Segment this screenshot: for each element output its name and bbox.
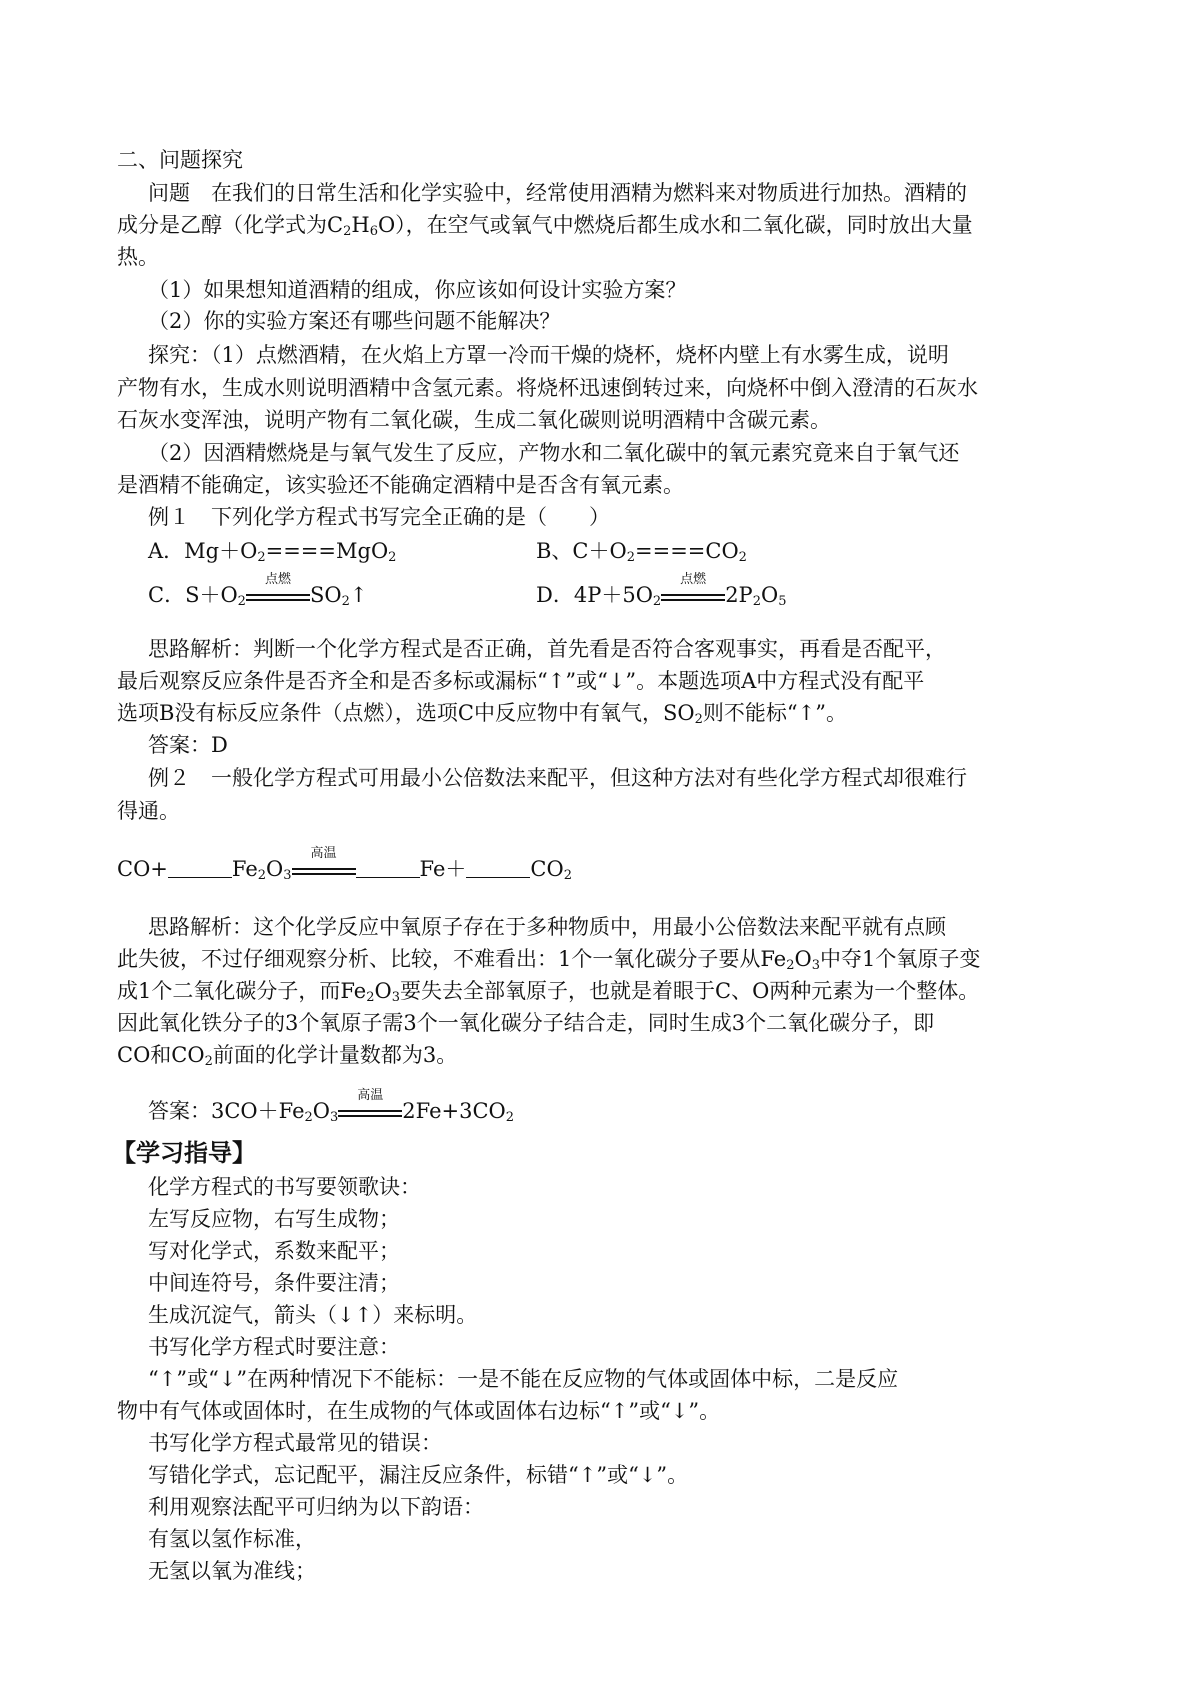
example1-analysis-3: 选项B没有标反应条件（点燃），选项C中反应物中有氧气，$SO_2$则不能标“↑”。 [117,701,847,727]
problem-line-2: 成分是乙醇（化学式为$C_2H_6O$），在空气或氧气中燃烧后都生成水和二氧化碳，同时放出大量 [117,213,973,239]
guide-line: 有氢以氢作标准， [148,1527,316,1551]
example1-analysis-1: 思路解析：判断一个化学方程式是否正确，首先看是否符合客观事实，再看是否配平， [148,637,946,661]
blank [356,859,420,878]
option-d: D．$4P+5O_2$ 点燃 $2P_2O_5$ [536,571,787,609]
question-1: （1）如果想知道酒精的组成，你应该如何设计实验方案？ [148,278,687,302]
guide-line: 生成沉淀气，箭头（↓↑）来标明。 [148,1303,478,1327]
option-a: A．$Mg+O_2====MgO_2$ [148,539,397,565]
example2-analysis-3: 成1个二氧化碳分子，而$Fe_2O_3$要失去全部氧原子，也就是着眼于C、O两种元素为一个整体。 [117,979,980,1005]
explore-line-1: 探究：（1）点燃酒精，在火焰上方罩一冷而干燥的烧杯，烧杯内壁上有水雾生成，说明 [148,343,949,367]
condition-equals-sign: 点燃 [661,587,725,607]
example1-answer: 答案：D [148,733,228,757]
condition-equals-sign: 高温 [292,861,356,881]
example2-stem-1: 例２ 一般化学方程式可用最小公倍数法来配平，但这种方法对有些化学方程式却很难行 [148,766,967,790]
example2-analysis-4: 因此氧化铁分子的3个氧原子需3个一氧化碳分子结合走，同时生成3个二氧化碳分子，即 [117,1011,935,1035]
example2-analysis-5: CO和$CO_2$前面的化学计量数都为3。 [117,1043,458,1069]
guide-line: 化学方程式的书写要领歌诀： [148,1175,421,1199]
guide-line: 书写化学方程式最常见的错误： [148,1431,442,1455]
example2-equation: $CO+ Fe_2O_3$ 高温 $Fe+ CO_2$ [117,845,572,883]
blank [466,859,530,878]
guide-line: 写错化学式，忘记配平，漏注反应条件，标错“↑”或“↓”。 [148,1463,689,1487]
section-title-guide: 【学习指导】 [112,1139,256,1167]
guide-line: 无氢以氧为准线； [148,1559,316,1583]
question-2: （2）你的实验方案还有哪些问题不能解决？ [148,309,561,333]
guide-line: 写对化学式，系数来配平； [148,1239,400,1263]
section-title-problem: 二、问题探究 [117,148,243,172]
guide-line: 利用观察法配平可归纳为以下韵语： [148,1495,484,1519]
example2-analysis-1: 思路解析：这个化学反应中氧原子存在于多种物质中，用最小公倍数法来配平就有点顾 [148,915,946,939]
explore-line-4: （2）因酒精燃烧是与氧气发生了反应，产物水和二氧化碳中的氧元素究竟来自于氧气还 [148,441,960,465]
problem-line-3: 热。 [117,245,159,269]
guide-line: 中间连符号，条件要注清； [148,1271,400,1295]
example1-analysis-2: 最后观察反应条件是否齐全和是否多标或漏标“↑”或“↓”。本题选项A中方程式没有配平 [117,669,925,693]
example2-stem-2: 得通。 [117,799,180,823]
explore-line-3: 石灰水变浑浊，说明产物有二氧化碳，生成二氧化碳则说明酒精中含碳元素。 [117,408,831,432]
condition-equals-sign: 高温 [338,1103,402,1123]
example2-analysis-2: 此失彼，不过仔细观察分析、比较，不难看出：1个一氧化碳分子要从$Fe_2O_3$中夺1个氧原子变 [117,947,981,973]
condition-equals-sign: 点燃 [246,587,310,607]
problem-line-1: 问题 在我们的日常生活和化学实验中，经常使用酒精为燃料来对物质进行加热。酒精的 [148,181,967,205]
blank [168,859,232,878]
guide-line: “↑”或“↓”在两种情况下不能标：一是不能在反应物的气体或固体中标，二是反应 [148,1367,899,1391]
guide-line: 书写化学方程式时要注意： [148,1335,400,1359]
example1-stem: 例１ 下列化学方程式书写完全正确的是（ ） [148,505,610,529]
guide-line: 左写反应物，右写生成物； [148,1207,400,1231]
option-b: B、$C+O_2====CO_2$ [536,539,747,565]
explore-line-2: 产物有水，生成水则说明酒精中含氢元素。将烧杯迅速倒转过来，向烧杯中倒入澄清的石灰水 [117,376,978,400]
explore-line-5: 是酒精不能确定，该实验还不能确定酒精中是否含有氧元素。 [117,473,684,497]
example2-answer: 答案：$3CO+Fe_2O_3$ 高温 $2Fe+3CO_2$ [148,1087,515,1125]
guide-line: 物中有气体或固体时，在生成物的气体或固体右边标“↑”或“↓”。 [117,1399,721,1423]
option-c: C．$S+O_2$ 点燃 $SO_2↑$ [148,571,368,609]
